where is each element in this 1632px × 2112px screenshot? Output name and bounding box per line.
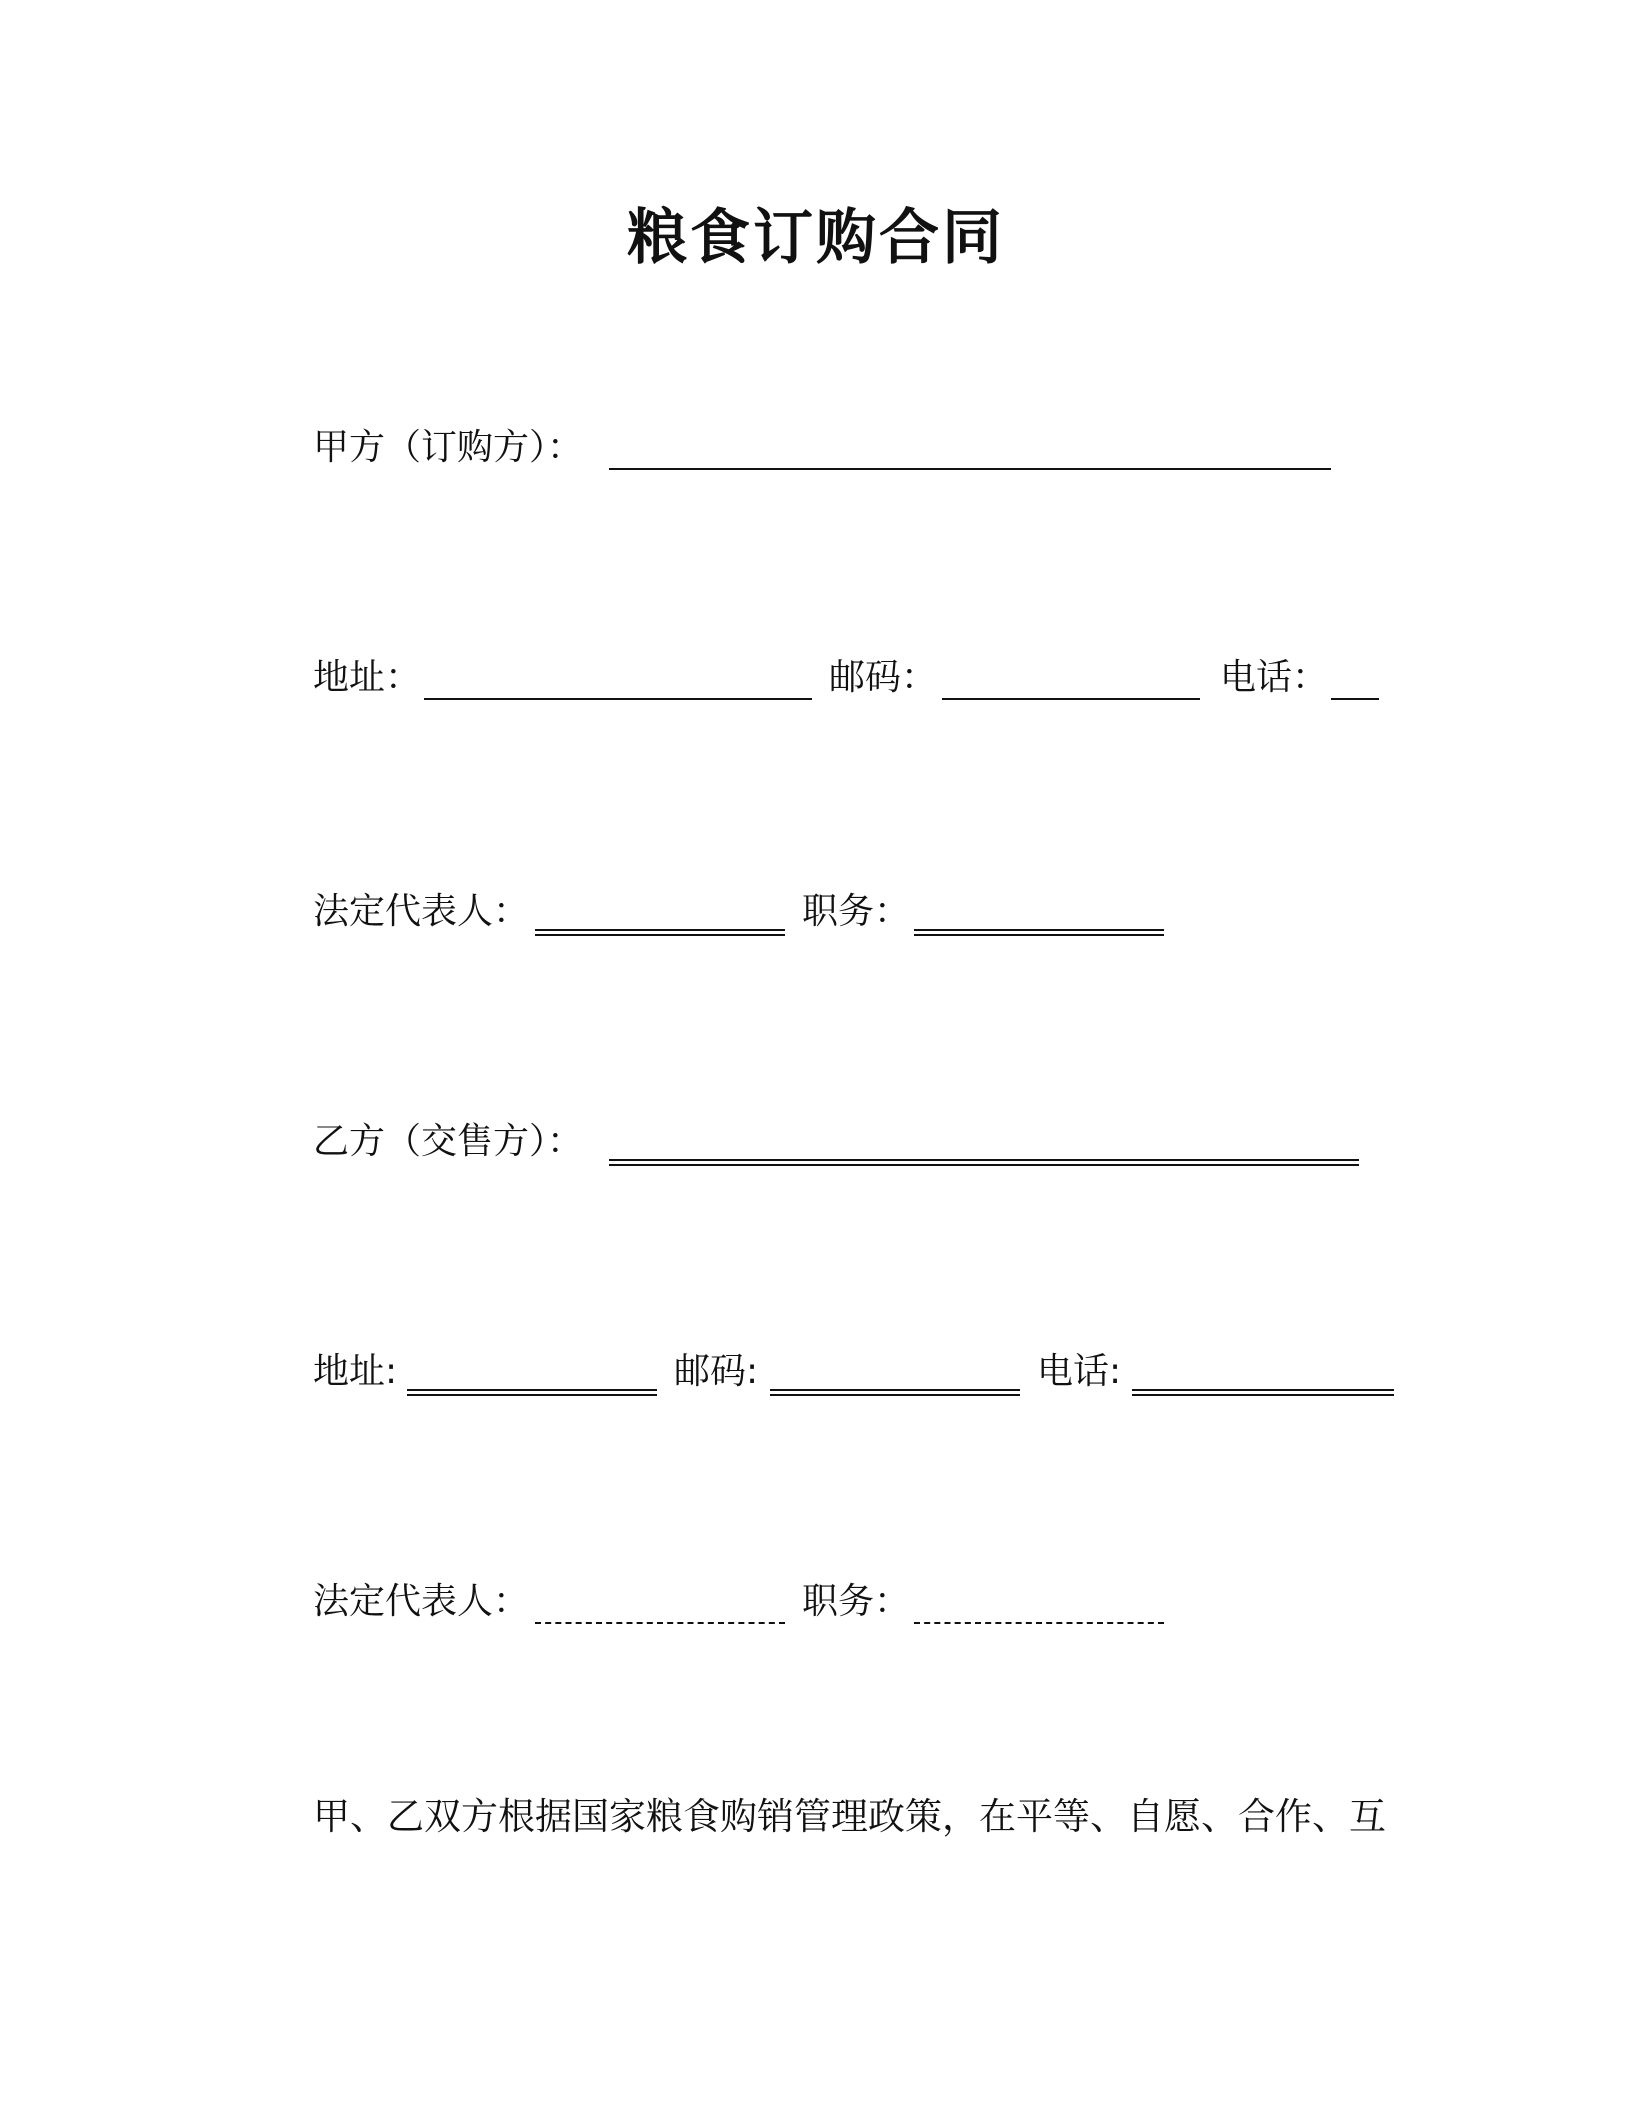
party-b-rep-row: [0, 1574, 1632, 1634]
party-b-position-label: 职务：: [802, 1581, 911, 1622]
party-a-position-label: 职务：: [802, 891, 911, 932]
party-a-contact-row: [0, 650, 1632, 710]
document-title: 粮食订购合同: [627, 203, 1005, 273]
party-b-legal-rep-blank[interactable]: [535, 1622, 785, 1624]
party-b-label: 乙方（交售方）：: [313, 1121, 584, 1162]
party-b-position-blank[interactable]: [914, 1622, 1164, 1624]
party-b-postcode-blank[interactable]: [770, 1389, 1020, 1396]
party-a-postcode-blank[interactable]: [942, 698, 1200, 700]
party-b-phone-label: 电话:: [1037, 1351, 1122, 1392]
body-paragraph: 甲、乙双方根据国家粮食购销管理政策，在平等、自愿、合作、互: [313, 1795, 1386, 1838]
party-a-address-label: 地址：: [313, 657, 422, 698]
party-a-label: 甲方（订购方）：: [313, 427, 584, 468]
party-b-legal-rep-label: 法定代表人：: [313, 1581, 530, 1622]
party-b-address-blank[interactable]: [407, 1389, 657, 1396]
party-b-address-label: 地址:: [313, 1351, 398, 1392]
party-a-legal-rep-blank[interactable]: [535, 929, 785, 936]
party-a-postcode-label: 邮码：: [829, 657, 938, 698]
party-a-rep-row: [0, 884, 1632, 944]
party-b-postcode-label: 邮码:: [674, 1351, 759, 1392]
party-a-address-blank[interactable]: [424, 698, 812, 700]
party-a-legal-rep-label: 法定代表人：: [313, 891, 530, 932]
party-a-phone-label: 电话：: [1220, 657, 1329, 698]
party-b-name-blank[interactable]: [609, 1159, 1359, 1166]
party-b-row: [0, 1114, 1632, 1174]
party-b-phone-blank[interactable]: [1132, 1389, 1394, 1396]
party-a-name-blank[interactable]: [609, 468, 1331, 470]
party-a-row: [0, 420, 1632, 480]
party-a-phone-blank[interactable]: [1331, 698, 1379, 700]
party-a-position-blank[interactable]: [914, 929, 1164, 936]
party-b-contact-row: [0, 1344, 1632, 1404]
